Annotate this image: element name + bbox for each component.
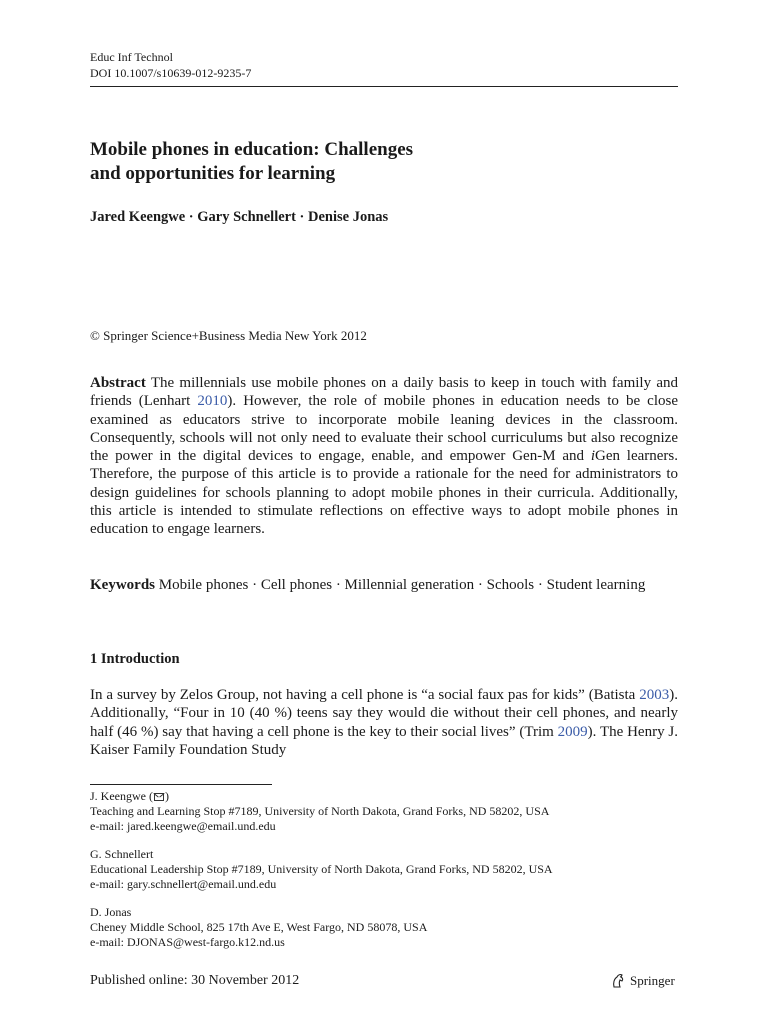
section-heading: 1 Introduction [90,651,180,667]
keywords-text: Mobile phones · Cell phones · Millennial generation · Schools · Student learning [155,577,646,593]
citation-lenhart-2010[interactable]: 2010 [197,393,228,410]
title-line-2: and opportunities for learning [90,163,336,184]
keywords [90,576,678,594]
author-3-address: Cheney Middle School, 825 17th Ave E, West Fargo, ND 58078, USA [90,920,428,934]
journal-name: Educ Inf Technol [90,50,173,64]
authors: Jared Keengwe · Gary Schnellert · Denise Jonas [90,209,389,225]
header-rule [90,86,678,87]
intro-text-3: ). The Henry J. Kaiser Family Foundation Study [90,723,678,758]
author-2-name: G. Schnellert [90,847,154,861]
author-2-email[interactable]: e-mail: gary.schnellert@email.und.edu [90,877,277,891]
author-1-address: Teaching and Learning Stop #7189, University of North Dakota, Grand Forks, ND 58202, USA [90,804,550,818]
intro-text-2: ). Additionally, “Four in 10 (40 %) teens say they would die without their cell phones, and nearly half (46 %) say that having a cell phone is the key to their social lives” (Trim [90,687,678,740]
doi: DOI 10.1007/s10639-012-9235-7 [90,66,252,80]
springer-horse-icon [610,973,626,989]
published-date: Published online: 30 November 2012 [90,973,300,988]
springer-logo [610,973,675,989]
abstract [90,374,678,539]
intro-text-1: In a survey by Zelos Group, not having a cell phone is “a social faux pas for kids” (Batista [90,687,640,703]
abstract-text-2: ). However, the role of mobile phones in education needs to be close examined as educators strive to incorporate mobile leaning devices in the classroom. Consequently, schools will not only need to evaluate their school curriculums but also recognize the power in the digital devices to engage, enable, and empower Gen-M and [90,393,678,465]
title-line-1: Mobile phones in education: Challenges [90,139,414,160]
copyright [90,327,367,345]
paper-title [90,138,690,186]
author-1-name: J. Keengwe ( ) [90,789,169,803]
keywords-label: Keywords [90,577,155,593]
author-2-address: Educational Leadership Stop #7189, University of North Dakota, Grand Forks, ND 58202, USA [90,862,553,876]
abstract-text-1: The millennials use mobile phones on a daily basis to keep in touch with family and friends (Lenhart [90,375,678,410]
affiliation-3 [90,905,690,950]
springer-logo-text: Springer [630,973,675,988]
author-3-email[interactable]: e-mail: DJONAS@west-fargo.k12.nd.us [90,935,285,949]
citation-batista-2003[interactable]: 2003 [639,687,670,703]
abstract-label: Abstract [90,375,146,391]
footnote-rule [90,784,272,785]
affiliation-2 [90,847,690,892]
intro-paragraph [90,686,678,759]
citation-trim-2009[interactable]: 2009 [557,723,588,740]
envelope-icon[interactable] [154,793,164,801]
copyright-icon: © [90,328,100,343]
abstract-italic-i: i [590,448,595,465]
abstract-text-3: Gen learners. Therefore, the purpose of this article is to provide a rationale for the need for administrators to design guidelines for schools planning to adopt mobile phones in their curricula. Additionally, this article is intended to stimulate reflections on effective ways to adopt mobile phones in education to engage learners. [90,448,678,538]
author-1-email[interactable]: e-mail: jared.keengwe@email.und.edu [90,819,276,833]
affiliation-1 [90,789,690,834]
author-3-name: D. Jonas [90,905,132,919]
copyright-text: Springer Science+Business Media New York 2012 [103,328,367,343]
